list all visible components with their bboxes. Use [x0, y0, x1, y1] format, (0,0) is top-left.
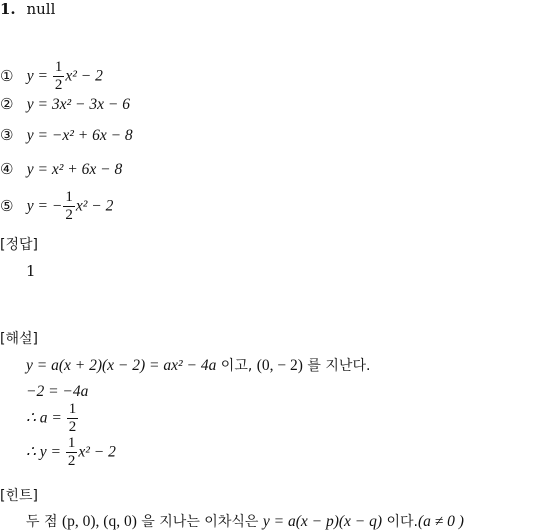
choice-2: [0, 95, 130, 114]
choice-marker: ②: [0, 95, 14, 113]
choice-5: [0, 190, 113, 223]
solution-line-4: ∴ y = $\frac{1}{2}$ x² − 2: [26, 435, 116, 469]
hint-line: 두 점 (p, 0), (q, 0) 을 지나는 이차식은 y = a(x − p)(x − q) 이다.(a ≠ 0 ): [26, 513, 464, 530]
choice-3-text: y = −x² + 6x − 8: [26, 127, 133, 144]
choice-5-fraction: $\frac{1}{2}$: [65, 189, 73, 223]
choice-5-post: x² − 2: [75, 197, 114, 215]
choice-4-text: y = x² + 6x − 8: [26, 161, 123, 178]
choice-3: [0, 126, 133, 145]
solution-fraction-a: $\frac{1}{2}$: [68, 401, 77, 435]
choice-2-text: y = 3x² − 3x − 6: [26, 96, 130, 113]
hint-heading: [힌트]: [0, 488, 38, 504]
answer-value: 1: [26, 262, 36, 280]
question-header: [0, 0, 55, 18]
choice-4: [0, 160, 122, 179]
question-text: null: [26, 0, 56, 18]
question-number: 1.: [0, 0, 16, 18]
solution-fraction-y: $\frac{1}{2}$: [67, 435, 76, 469]
choice-1-fraction: $\frac{1}{2}$: [54, 59, 63, 93]
choice-1-pre: y =: [26, 67, 52, 85]
solution-heading: [해설]: [0, 331, 38, 347]
solution-line-2: −2 = −4a: [26, 383, 89, 400]
choice-marker: ③: [0, 126, 14, 144]
choice-5-pre: y = −: [26, 197, 63, 215]
choice-1-post: x² − 2: [65, 67, 103, 85]
answer-heading: [정답]: [0, 237, 38, 253]
choice-1: [0, 60, 103, 93]
choice-marker: ⑤: [0, 196, 14, 215]
choice-marker: ④: [0, 160, 14, 178]
solution-line-3: ∴ a = $\frac{1}{2}$: [26, 401, 77, 435]
choice-marker: ①: [0, 66, 14, 85]
solution-line-1: y = a(x + 2)(x − 2) = ax² − 4a 이고, (0, − 2) 를 지난다.: [26, 357, 371, 374]
